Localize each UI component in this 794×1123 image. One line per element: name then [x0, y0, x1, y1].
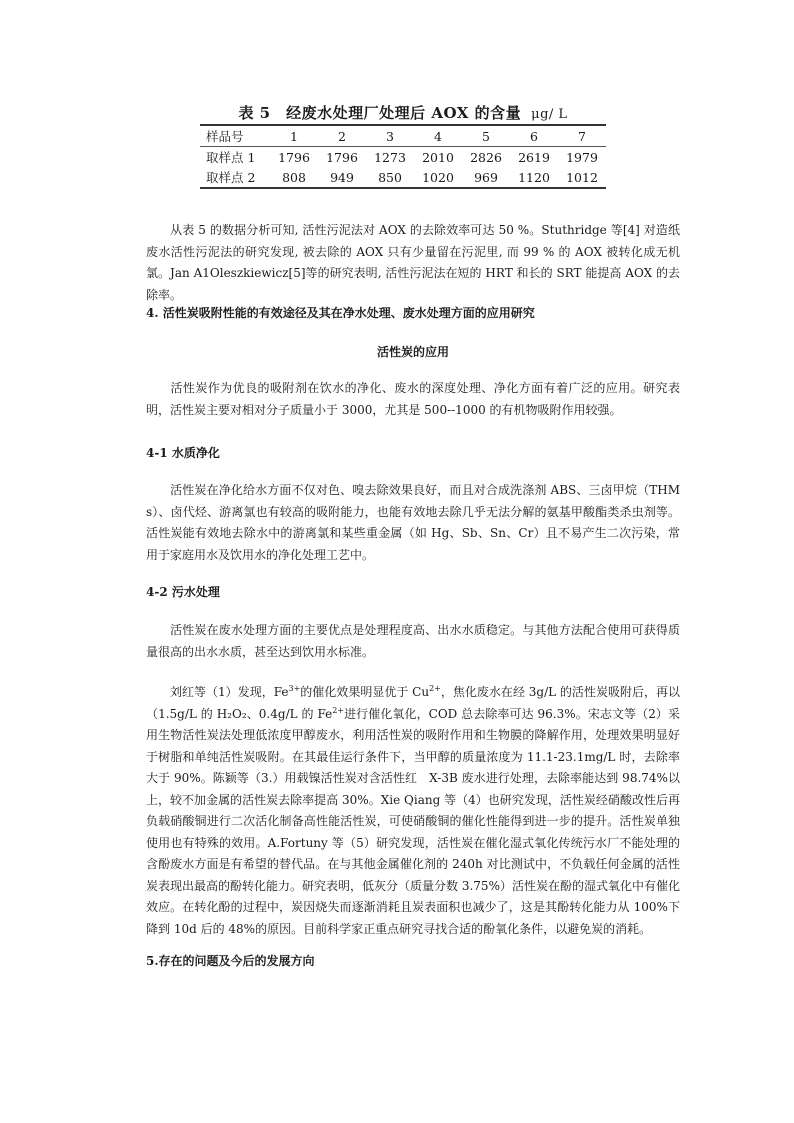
- header-cell: 5: [462, 125, 510, 147]
- aox-table: [200, 124, 606, 189]
- table-cell: 1979: [566, 149, 598, 165]
- header-cell: 6: [510, 125, 558, 147]
- paragraph-wastewater-intro: [146, 620, 680, 663]
- table-row: [200, 147, 606, 168]
- table-title: 表 5 经废水处理厂处理后 AOX 的含量: [238, 104, 522, 122]
- table-cell: 1012: [558, 167, 606, 188]
- table-cell: 1120: [510, 167, 558, 188]
- table-cell: 1796: [278, 149, 310, 165]
- table-cell: 2826: [470, 149, 502, 165]
- header-cell: 1: [270, 125, 318, 147]
- header-cell: 7: [558, 125, 606, 147]
- aox-table-block: [200, 102, 606, 189]
- table-cell: 1020: [414, 167, 462, 188]
- table-cell: 850: [366, 167, 414, 188]
- table-caption: [200, 102, 606, 124]
- paragraph-text: 刘红等（1）发现，Fe: [170, 685, 289, 699]
- paragraph-text: 活性炭在废水处理方面的主要优点是处理程度高、出水水质稳定。与其他方法配合使用可获得质量很高的出水水质，甚至达到饮用水标准。: [146, 623, 680, 659]
- table-cell: 2010: [422, 149, 454, 165]
- table-cell: 969: [462, 167, 510, 188]
- superscript: 2+: [332, 705, 345, 715]
- paragraph-text: 从表 5 的数据分析可知, 活性污泥法对 AOX 的去除效率可达 50 %。Stuthridge 等[4] 对造纸废水活性污泥法的研究发现, 被去除的 AOX 只有少量留在污泥里, 而 99 % 的 AOX 被转化成无机氯。Jan A1Oleszkiewicz[5]等的研究表明, 活性污泥法在短的 HRT 和长的 SRT 能提高 AOX 的去除率。: [146, 223, 680, 302]
- table-row: [200, 167, 606, 188]
- table-cell: 2619: [518, 149, 550, 165]
- paragraph-activated-carbon-intro: [146, 378, 680, 421]
- header-cell: 2: [318, 125, 366, 147]
- table-unit: μg/ L: [531, 107, 568, 122]
- paragraph-text: 的催化效果明显优于 Cu: [300, 685, 430, 699]
- table-cell: 取样点 2: [200, 167, 270, 188]
- table-cell: 取样点 1: [206, 150, 256, 165]
- table-cell: 949: [318, 167, 366, 188]
- table-header-row: [200, 125, 606, 147]
- paragraph-text: 活性炭作为优良的吸附剂在饮水的净化、废水的深度处理、净化方面有着广泛的应用。研究表明，活性炭主要对相对分子质量小于 3000，尤其是 500--1000 的有机物吸附作用较强。: [146, 381, 680, 417]
- section-heading-5: 5.存在的问题及今后的发展方向: [146, 954, 315, 968]
- section-heading-4-2: 4-2 污水处理: [146, 585, 220, 599]
- paragraph-text: 进行催化氧化，COD 总去除率可达 96.3%。宋志文等（2）采用生物活性炭法处理低浓度甲醇废水，利用活性炭的吸附作用和生物膜的降解作用，处理效果明显好于树脂和单纯活性炭吸附。在其最佳运行条件下，当甲醇的质量浓度为 11.1-23.1mg/L 时，去除率大于 90%。陈颖等（3.）用载镍活性炭对含活性红 X-3B 废水进行处理，去除率能达到 98.74%以上，较不加金属的活性炭去除率提高 30%。Xie Qiang 等（4）也研究发现，活性炭经硝酸改性后再负载硝酸铜进行二次活化制备高性能活性炭，可使硝酸铜的催化性能得到进一步的提升。活性炭单独使用也有特殊的效用。A.Fortuny 等（5）研究发现，活性炭在催化湿式氧化传统污水厂不能处理的含酚废水方面是有希望的替代品。在与其他金属催化剂的 240h 对比测试中，不负载任何金属的活性炭表现出最高的酚转化能力。研究表明，低灰分（质量分数 3.75%）活性炭在酚的湿式氧化中有催化效应。在转化酚的过程中，炭因烧失而逐渐消耗且炭表面积也减少了，这是其酚转化能力从 100%下降到 10d 后的 48%的原因。目前科学家正重点研究寻找合适的酚氧化条件，以避免炭的消耗。: [146, 706, 680, 936]
- paragraph-text: 活性炭在净化给水方面不仅对色、嗅去除效果良好，而且对合成洗涤剂 ABS、三卤甲烷（THMs）、卤代烃、游离氯也有较高的吸附能力，也能有效地去除几乎无法分解的氨基甲酸酯类杀虫剂等。活性炭能有效地去除水中的游离氯和某些重金属（如 Hg、Sb、Sn、Cr）且不易产生二次污染，常用于家庭用水及饮用水的净化处理工艺中。: [146, 483, 680, 562]
- header-cell: 样品号: [200, 125, 270, 147]
- section-heading-4-1: 4-1 水质净化: [146, 446, 220, 460]
- superscript: 3+: [288, 684, 301, 693]
- paragraph-water-purification: [146, 480, 680, 566]
- subsection-title: 活性炭的应用: [376, 345, 449, 359]
- paragraph-text: ，焦化废水在经 3g/L 的活性炭吸附后，再以（1.5g/L 的 H₂O₂、0.4g/L 的 Fe: [146, 685, 680, 721]
- superscript: 2+: [429, 684, 441, 693]
- header-cell: 3: [366, 125, 414, 147]
- header-cell: 4: [414, 125, 462, 147]
- paragraph-research-review: [146, 682, 680, 940]
- table-cell: 1273: [374, 149, 406, 165]
- paragraph-aox-analysis: [146, 220, 680, 306]
- table-cell: 808: [270, 167, 318, 188]
- section-heading-4: 4. 活性炭吸附性能的有效途径及其在净水处理、废水处理方面的应用研究: [146, 306, 535, 320]
- table-cell: 1796: [326, 149, 358, 165]
